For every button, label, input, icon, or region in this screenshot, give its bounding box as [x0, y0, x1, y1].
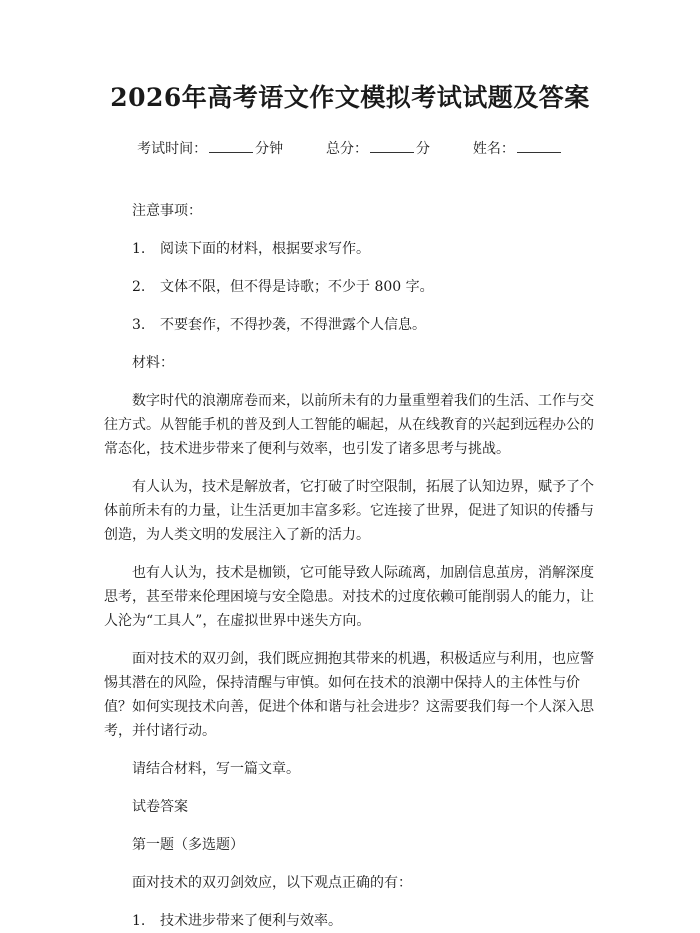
- material-paragraph: 数字时代的浪潮席卷而来，以前所未有的力量重塑着我们的生活、工作与交往方式。从智能手机的普及到人工智能的崛起，从在线教育的兴起到远程办公的常态化，技术进步带来了便利与效率，也引发了诸多思考与挑战。: [104, 393, 594, 457]
- note-item: 2. 文体不限，但不得是诗歌；不少于 800 字。: [132, 279, 434, 295]
- name-label: 姓名：: [472, 141, 515, 157]
- material-paragraph: 也有人认为，技术是枷锁，它可能导致人际疏离，加剧信息茧房，消解深度思考，甚至带来伦理困境与安全隐患。对技术的过度依赖可能削弱人的能力，让人沦为“工具人”，在虚拟世界中迷失方向。: [104, 565, 594, 629]
- page-title: 2026年高考语文作文模拟考试试题及答案: [110, 83, 590, 112]
- exam-info-line: [104, 138, 596, 159]
- notes-heading: 注意事项：: [132, 203, 202, 219]
- total-score-blank: [370, 138, 414, 153]
- question-title: 第一题（多选题）: [132, 837, 244, 853]
- exam-time-blank: [209, 138, 253, 153]
- exam-time-unit: 分钟: [255, 141, 284, 157]
- writing-instruction: 请结合材料，写一篇文章。: [132, 761, 300, 777]
- note-item: 1. 阅读下面的材料，根据要求写作。: [132, 241, 370, 257]
- material-paragraph: 有人认为，技术是解放者，它打破了时空限制，拓展了认知边界，赋予了个体前所未有的力量，让生活更加丰富多彩。它连接了世界，促进了知识的传播与创造，为人类文明的发展注入了新的活力。: [104, 479, 594, 543]
- document-body: [104, 199, 596, 933]
- answer-option: 1. 技术进步带来了便利与效率。: [132, 913, 342, 929]
- question-prompt: 面对技术的双刃剑效应，以下观点正确的有：: [132, 875, 412, 891]
- note-item: 3. 不要套作，不得抄袭，不得泄露个人信息。: [132, 317, 426, 333]
- answers-heading: 试卷答案: [132, 799, 188, 815]
- total-score-label: 总分：: [326, 141, 368, 157]
- material-heading: 材料：: [132, 355, 174, 371]
- total-score-unit: 分: [416, 141, 430, 157]
- name-blank: [517, 138, 561, 153]
- material-paragraph: 面对技术的双刃剑，我们既应拥抱其带来的机遇，积极适应与利用，也应警惕其潜在的风险，保持清醒与审慎。如何在技术的浪潮中保持人的主体性与价值？如何实现技术向善，促进个体和谐与社会进步？这需要我们每一个人深入思考，并付诸行动。: [104, 651, 594, 739]
- exam-time-label: 考试时间：: [137, 141, 208, 157]
